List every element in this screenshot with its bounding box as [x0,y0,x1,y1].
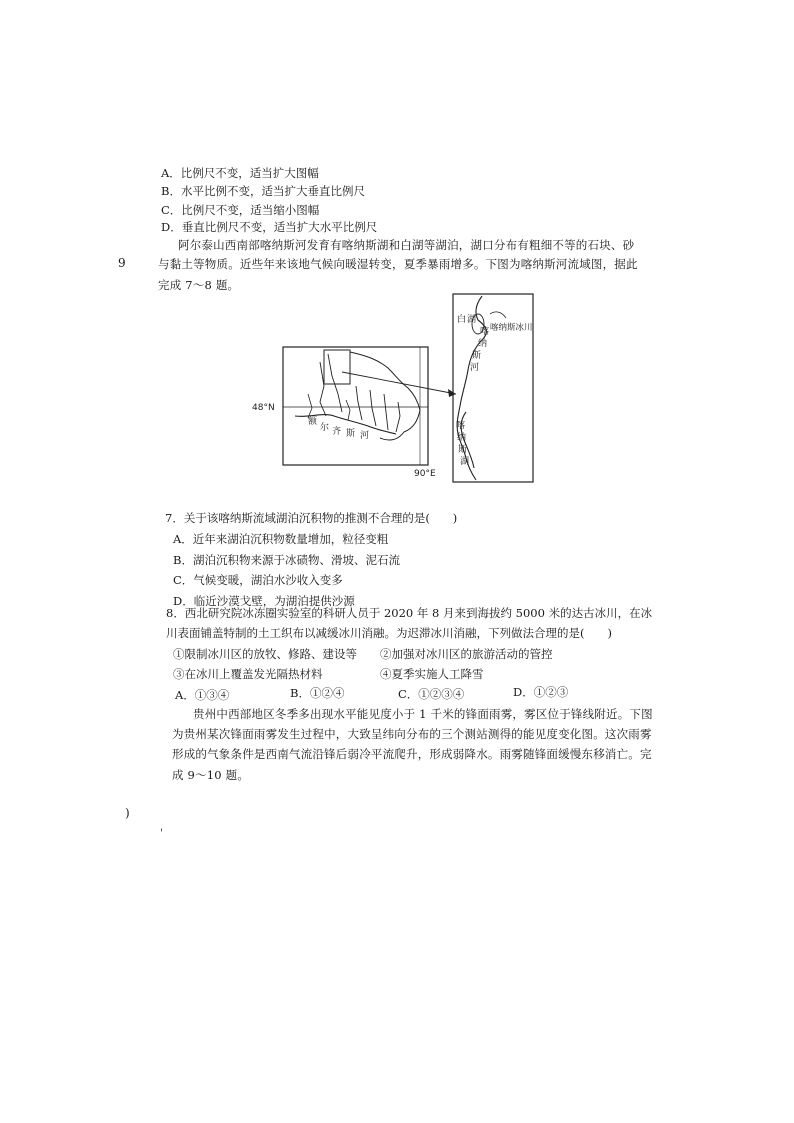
tributary-5 [384,394,388,430]
q8-option-a: A．①③④ [175,688,230,702]
q7-option-c: C．气候变暖，湖泊水沙收入变多 [173,573,343,587]
q8-item-1: ①限制冰川区的放牧、修路、建设等 [173,647,357,661]
ertix-char-1: 额 [308,417,318,427]
kanas-lake-char-3: 斯 [458,445,468,455]
q8-stem-line-2: 川表面铺盖特制的土工织布以减缓冰川消融。为迟滞冰川消融，下列做法合理的是( ) [166,626,612,640]
q8-item-2: ②加强对冰川区的旅游活动的管控 [380,647,553,661]
q7-option-d: D．临近沙漠戈壁，为湖泊提供沙源 [173,594,355,608]
q8-option-b: B．①②④ [290,686,345,700]
q6-option-a: A．比例尺不变，适当扩大图幅 [161,166,319,180]
tributary-7 [308,394,312,418]
passage1-line-3: 完成 7～8 题。 [158,278,240,292]
q6-option-b: B．水平比例不变，适当扩大垂直比例尺 [161,184,365,198]
q6-option-d: D．垂直比例尺不变，适当扩大水平比例尺 [161,220,378,234]
tributary-8 [346,400,350,420]
ertix-char-2: 尔 [320,423,330,433]
tributary-1 [328,354,342,412]
passage2-line-4: 成 9～10 题。 [172,768,250,782]
bai-lake-char-1: 白 [457,315,467,325]
passage1-line-2: 与黏土等物质。近些年来该地气候向暖湿转变，夏季暴雨增多。下图为喀纳斯河流域图，据此 [158,257,638,271]
kanas-river-char-1: 喀 [480,327,490,337]
passage2-line-3: 形成的气象条件是西南气流沿锋后弱冷平流爬升，形成弱降水。雨雾随锋面缓慢东移消亡。完 [172,747,652,761]
passage2-line-1: 贵州中西部地区冬季多出现水平能见度小于 1 千米的锋面雨雾，雾区位于锋线附近。下图 [193,707,653,721]
passage1-line-1: 阿尔泰山西南部喀纳斯河发育有喀纳斯湖和白湖等湖泊，湖口分布有粗细不等的石块、砂 [178,238,635,252]
kanas-river-char-3: 斯 [472,351,482,361]
pointer-arrowhead [448,389,456,397]
kanas-river-char-2: 纳 [478,339,488,349]
tributary-4 [370,390,376,426]
q8-option-d: D．①②③ [513,685,569,699]
kanas-lake-char-4: 湖 [460,457,470,467]
passage2-line-2: 为贵州某次锋面雨雾发生过程中，大致呈纬向分布的三个测站测得的能见度变化图。这次雨雾 [172,727,652,741]
tributary-3 [356,386,362,420]
tributary-6 [396,402,400,432]
ertix-char-4: 斯 [346,429,356,439]
lat-label: 48°N [252,403,275,413]
lon-label: 90°E [414,469,436,479]
pointer-arrow-line [342,372,456,394]
tributary-2 [320,362,326,416]
q7-option-a: A．近年来湖泊沉积物数量增加，粒径变粗 [173,532,389,546]
kanas-river-map [250,290,540,490]
q6-option-c: C．比例尺不变，适当缩小图幅 [161,203,320,217]
kanas-lake-char-1: 喀 [456,421,466,431]
q8-option-c: C．①②③④ [398,687,465,701]
ertix-char-3: 齐 [332,427,342,437]
q7-option-b: B．湖泊沉积物来源于冰碛物、滑坡、泥石流 [173,553,400,567]
basin-boundary [350,352,420,440]
kanas-lake-char-2: 纳 [457,433,467,443]
stray-tick-mark: ' [160,828,163,839]
q7-stem: 7．关于该喀纳斯流域湖泊沉积物的推测不合理的是( ) [165,511,458,525]
margin-number: 9 [118,256,126,270]
glacier-outline [490,312,506,318]
glacier-label: 喀纳斯冰川 [490,323,533,333]
q8-stem-line-1: 8．西北研究院冰冻圈实验室的科研人员于 2020 年 8 月来到海拔约 5000 米的达古冰川，在冰 [166,606,653,620]
stray-paren-mark: ) [125,806,130,820]
bai-lake-char-2: 湖 [467,315,477,325]
kanas-river-char-4: 河 [470,363,480,373]
q8-item-3: ③在冰川上覆盖发光隔热材料 [173,667,323,681]
regional-map-frame [283,347,428,465]
ertix-char-5: 河 [360,431,370,441]
q8-item-4: ④夏季实施人工降雪 [380,667,484,681]
